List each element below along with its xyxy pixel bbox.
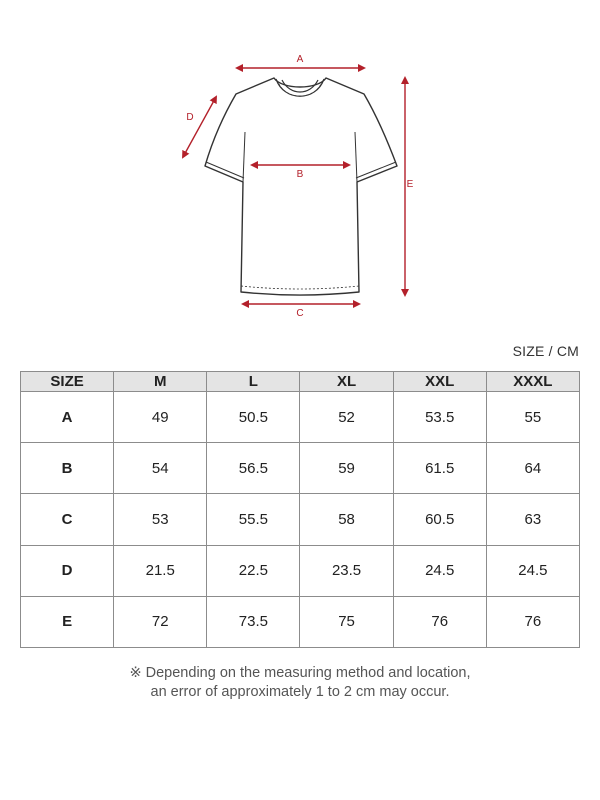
table-cell: 54 (114, 443, 207, 494)
table-cell: 55.5 (207, 494, 300, 545)
measurement-note (0, 664, 600, 702)
header-xxxl: XXXL (486, 372, 579, 392)
table-cell: 53.5 (393, 392, 486, 443)
table-row (21, 392, 580, 443)
table-cell: 63 (486, 494, 579, 545)
table-header-row (21, 372, 580, 392)
measure-b-label: B (296, 169, 304, 180)
measure-e-label: E (406, 179, 414, 190)
measure-c-label: C (296, 308, 304, 319)
header-m: M (114, 372, 207, 392)
table-cell: 21.5 (114, 545, 207, 596)
table-cell: 64 (486, 443, 579, 494)
header-xl: XL (300, 372, 393, 392)
table-cell: 22.5 (207, 545, 300, 596)
table-cell: 61.5 (393, 443, 486, 494)
table-cell: 52 (300, 392, 393, 443)
row-label: D (21, 545, 114, 596)
table-cell: 59 (300, 443, 393, 494)
header-l: L (207, 372, 300, 392)
row-label: E (21, 596, 114, 647)
row-label: A (21, 392, 114, 443)
table-row (21, 545, 580, 596)
table-cell: 76 (393, 596, 486, 647)
measure-d-label: D (186, 112, 194, 123)
table-cell: 53 (114, 494, 207, 545)
table-cell: 24.5 (393, 545, 486, 596)
measure-a-label: A (296, 54, 304, 65)
size-chart-table (20, 371, 580, 648)
header-xxl: XXL (393, 372, 486, 392)
table-cell: 50.5 (207, 392, 300, 443)
unit-label: SIZE / CM (512, 343, 579, 359)
table-cell: 55 (486, 392, 579, 443)
table-cell: 49 (114, 392, 207, 443)
table-cell: 58 (300, 494, 393, 545)
header-size: SIZE (21, 372, 114, 392)
row-label: B (21, 443, 114, 494)
note-line-2: an error of approximately 1 to 2 cm may occur. (150, 684, 450, 700)
tshirt-icon (205, 78, 397, 295)
table-row (21, 596, 580, 647)
row-label: C (21, 494, 114, 545)
table-cell: 23.5 (300, 545, 393, 596)
table-row (21, 443, 580, 494)
table-cell: 56.5 (207, 443, 300, 494)
table-cell: 73.5 (207, 596, 300, 647)
table-row (21, 494, 580, 545)
note-line-1: ※ Depending on the measuring method and location, (129, 665, 471, 681)
tshirt-measurement-diagram (0, 0, 600, 330)
table-cell: 72 (114, 596, 207, 647)
table-cell: 75 (300, 596, 393, 647)
table-cell: 60.5 (393, 494, 486, 545)
table-cell: 24.5 (486, 545, 579, 596)
table-cell: 76 (486, 596, 579, 647)
